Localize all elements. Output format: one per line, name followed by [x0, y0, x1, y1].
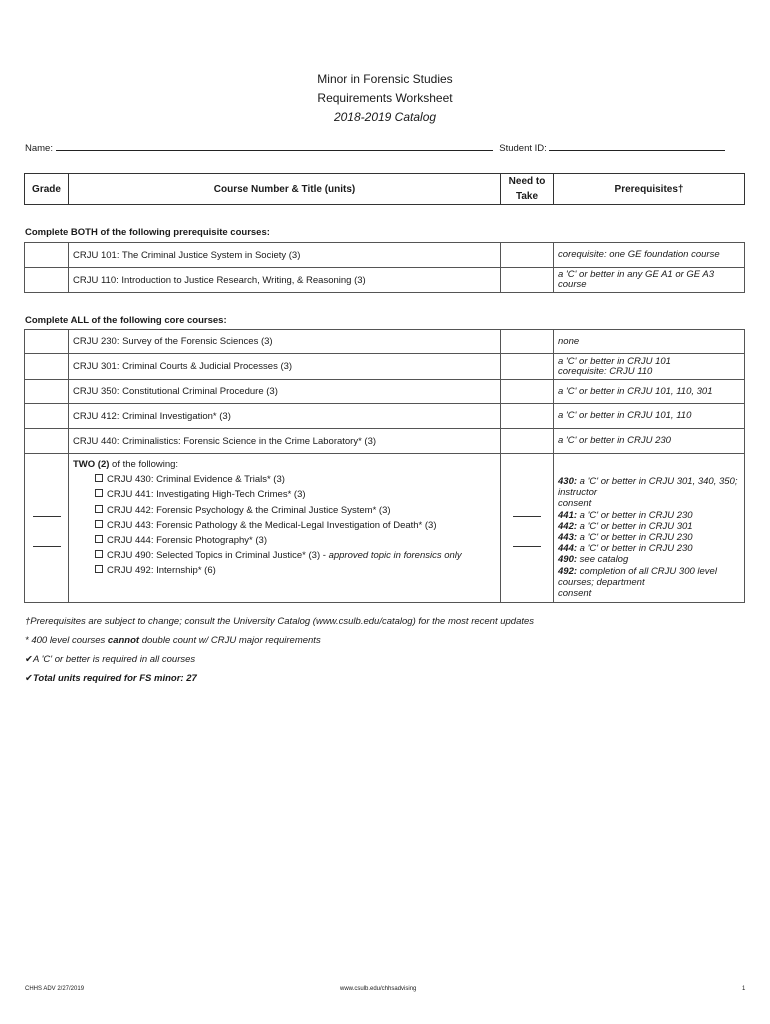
- grade-cell[interactable]: [25, 354, 69, 380]
- prereq-text: a 'C' or better in CRJU 230: [558, 435, 671, 446]
- need-header-line-2: Take: [515, 191, 539, 202]
- elective-prereq-text: see catalog: [577, 554, 629, 566]
- table-row: [25, 404, 745, 429]
- elective-prereq: [558, 554, 740, 565]
- prereq-cell: a 'C' or better in any GE A1 or GE A3 course: [554, 268, 745, 293]
- elective-code: 443:: [558, 532, 578, 544]
- need-cell: [501, 454, 554, 603]
- need-cell[interactable]: [501, 243, 554, 268]
- grade-cell: [25, 454, 69, 603]
- checkbox-icon[interactable]: [95, 565, 103, 573]
- table-row: [25, 429, 745, 454]
- elective-option: [73, 503, 496, 518]
- need-blank-2[interactable]: [513, 545, 541, 547]
- footer-center: www.csulb.edu/chhsadvising: [340, 986, 417, 992]
- prereq-text: a 'C' or better in CRJU 101, 110, 301: [558, 385, 713, 397]
- prereq-cell: [554, 354, 745, 380]
- catalog-year: 2018-2019 Catalog: [333, 110, 437, 124]
- note-grade-requirement: ✔A 'C' or better is required in all courses: [25, 654, 196, 665]
- elective-label: CRJU 441: Investigating High-Tech Crimes* (3): [107, 489, 306, 501]
- elective-code: 441:: [558, 509, 578, 521]
- elective-label: CRJU 443: Forensic Pathology & the Medical-Legal Investigation of Death* (3): [107, 519, 437, 531]
- grade-cell[interactable]: [25, 429, 69, 454]
- prereq-text: a 'C' or better in CRJU 101: [558, 355, 671, 367]
- elective-prereq: [558, 510, 740, 521]
- course-cell: CRJU 230: Survey of the Forensic Sciences (3): [69, 330, 501, 354]
- checkbox-icon[interactable]: [95, 520, 103, 528]
- need-cell[interactable]: [501, 404, 554, 429]
- table-row: [25, 380, 745, 404]
- need-header-line-1: Need to: [508, 176, 546, 187]
- elective-prereq-text: a 'C' or better in CRJU 301: [577, 520, 693, 532]
- table-row: [25, 330, 745, 354]
- prereq-header: Prerequisites†: [554, 174, 745, 205]
- checkbox-icon[interactable]: [95, 474, 103, 482]
- note-400-c: double count w/ CRJU major requirements: [139, 635, 321, 646]
- electives-cell: [69, 454, 501, 603]
- table-row: [25, 243, 745, 268]
- elective-option: [73, 533, 496, 548]
- footer-left: CHHS ADV 2/27/2019: [25, 986, 85, 992]
- elective-prereq-text: a 'C' or better in CRJU 301, 340, 350; instructor: [558, 476, 738, 499]
- prereq-section-label: Complete BOTH of the following prerequisite courses:: [25, 227, 270, 238]
- need-cell[interactable]: [501, 330, 554, 354]
- course-header: Course Number & Title (units): [69, 174, 501, 205]
- course-cell: CRJU 350: Constitutional Criminal Procedure (3): [69, 380, 501, 404]
- course-cell: CRJU 412: Criminal Investigation* (3): [69, 404, 501, 429]
- elective-prereq-text: consent: [558, 588, 592, 600]
- elective-prereq-text: a 'C' or better in CRJU 230: [577, 532, 693, 544]
- elective-code: 444:: [558, 543, 578, 555]
- elective-label: CRJU 444: Forensic Photography* (3): [107, 535, 267, 547]
- electives-block: [73, 454, 496, 579]
- elective-prereq: [558, 498, 740, 509]
- title-line-1: Minor in Forensic Studies: [317, 72, 453, 86]
- grade-blank-1[interactable]: [33, 515, 61, 517]
- need-blank-1[interactable]: [513, 515, 541, 517]
- need-cell[interactable]: [501, 429, 554, 454]
- need-cell[interactable]: [501, 354, 554, 380]
- elective-code: 492:: [558, 565, 578, 577]
- prereq-cell: [554, 404, 745, 429]
- core-courses-table: [24, 329, 745, 603]
- prereq-cell: [554, 429, 745, 454]
- elective-code: 490:: [558, 554, 578, 566]
- elective-prereq-text: a 'C' or better in CRJU 230: [577, 543, 693, 555]
- elective-prereq: [558, 521, 740, 532]
- note-prereq-change: †Prerequisites are subject to change; consult the University Catalog (www.csulb.edu/catalog) for the most recent updates: [25, 616, 535, 627]
- need-to-take-header: [501, 174, 554, 205]
- electives-row: [25, 454, 745, 603]
- electives-count: TWO (2): [73, 459, 110, 470]
- elective-note: approved topic in forensics only: [328, 550, 462, 562]
- electives-prereq-cell: [554, 454, 745, 603]
- elective-label: CRJU 430: Criminal Evidence & Trials* (3): [107, 474, 285, 486]
- electives-heading: [73, 457, 496, 472]
- elective-code: 430:: [558, 476, 578, 487]
- name-id-row: [25, 141, 745, 154]
- page-number: 1: [742, 986, 746, 992]
- grade-blank-2[interactable]: [33, 545, 61, 547]
- grade-cell[interactable]: [25, 268, 69, 293]
- elective-label: CRJU 492: Internship* (6): [107, 565, 216, 577]
- elective-prereq: [558, 532, 740, 543]
- electives-heading-rest: of the following:: [109, 459, 179, 470]
- student-id-label: Student ID:: [499, 143, 547, 154]
- need-cell[interactable]: [501, 268, 554, 293]
- elective-prereq: [558, 588, 740, 599]
- elective-label: CRJU 490: Selected Topics in Criminal Justice* (3) -: [107, 550, 329, 562]
- grade-cell[interactable]: [25, 330, 69, 354]
- prereq-cell: corequisite: one GE foundation course: [554, 243, 745, 268]
- elective-option: [73, 487, 496, 502]
- title-line-2: Requirements Worksheet: [317, 91, 453, 105]
- elective-prereq-text: completion of all CRJU 300 level courses; department: [558, 565, 717, 588]
- course-cell: CRJU 101: The Criminal Justice System in Society (3): [69, 243, 501, 268]
- course-cell: CRJU 110: Introduction to Justice Research, Writing, & Reasoning (3): [69, 268, 501, 293]
- table-row: [25, 354, 745, 380]
- elective-label: CRJU 442: Forensic Psychology & the Criminal Justice System* (3): [107, 504, 391, 516]
- elective-option: [73, 548, 496, 563]
- checkbox-icon[interactable]: [95, 505, 103, 513]
- elective-prereq-text: consent: [558, 498, 592, 510]
- table-header: [24, 173, 745, 205]
- prereq-text-2: corequisite: CRJU 110: [558, 365, 653, 377]
- notes: [25, 612, 534, 688]
- electives-prereq-list: [558, 476, 740, 599]
- elective-prereq-text: a 'C' or better in CRJU 230: [577, 509, 693, 521]
- prereq-cell: [554, 330, 745, 354]
- prereq-cell: [554, 380, 745, 404]
- checkbox-icon[interactable]: [95, 550, 103, 558]
- grade-cell[interactable]: [25, 243, 69, 268]
- elective-prereq: [558, 543, 740, 554]
- elective-prereq: [558, 566, 740, 588]
- core-section-label: Complete ALL of the following core courses:: [25, 315, 227, 326]
- checkbox-icon[interactable]: [95, 489, 103, 497]
- note-400-level: [25, 631, 534, 650]
- elective-option: [73, 518, 496, 533]
- elective-option: [73, 472, 496, 487]
- table-row: [25, 268, 745, 293]
- prereq-text: a 'C' or better in CRJU 101, 110: [558, 410, 692, 421]
- student-id-field[interactable]: [549, 141, 725, 151]
- course-cell: CRJU 301: Criminal Courts & Judicial Processes (3): [69, 354, 501, 380]
- note-400-a: * 400 level courses: [25, 635, 108, 646]
- grade-header: Grade: [25, 174, 69, 205]
- elective-prereq: [558, 476, 740, 498]
- note-400-b: cannot: [107, 635, 140, 646]
- grade-cell[interactable]: [25, 380, 69, 404]
- name-field[interactable]: [56, 141, 493, 151]
- elective-code: 442:: [558, 520, 578, 532]
- note-total-units: ✔Total units required for FS minor: 27: [25, 673, 197, 684]
- name-label: Name:: [25, 143, 53, 154]
- document-title: [0, 70, 770, 127]
- prereq-courses-table: [24, 242, 745, 293]
- need-cell[interactable]: [501, 380, 554, 404]
- checkbox-icon[interactable]: [95, 535, 103, 543]
- prereq-text: none: [558, 335, 580, 347]
- grade-cell[interactable]: [25, 404, 69, 429]
- course-cell: CRJU 440: Criminalistics: Forensic Science in the Crime Laboratory* (3): [69, 429, 501, 454]
- elective-option: [73, 563, 496, 578]
